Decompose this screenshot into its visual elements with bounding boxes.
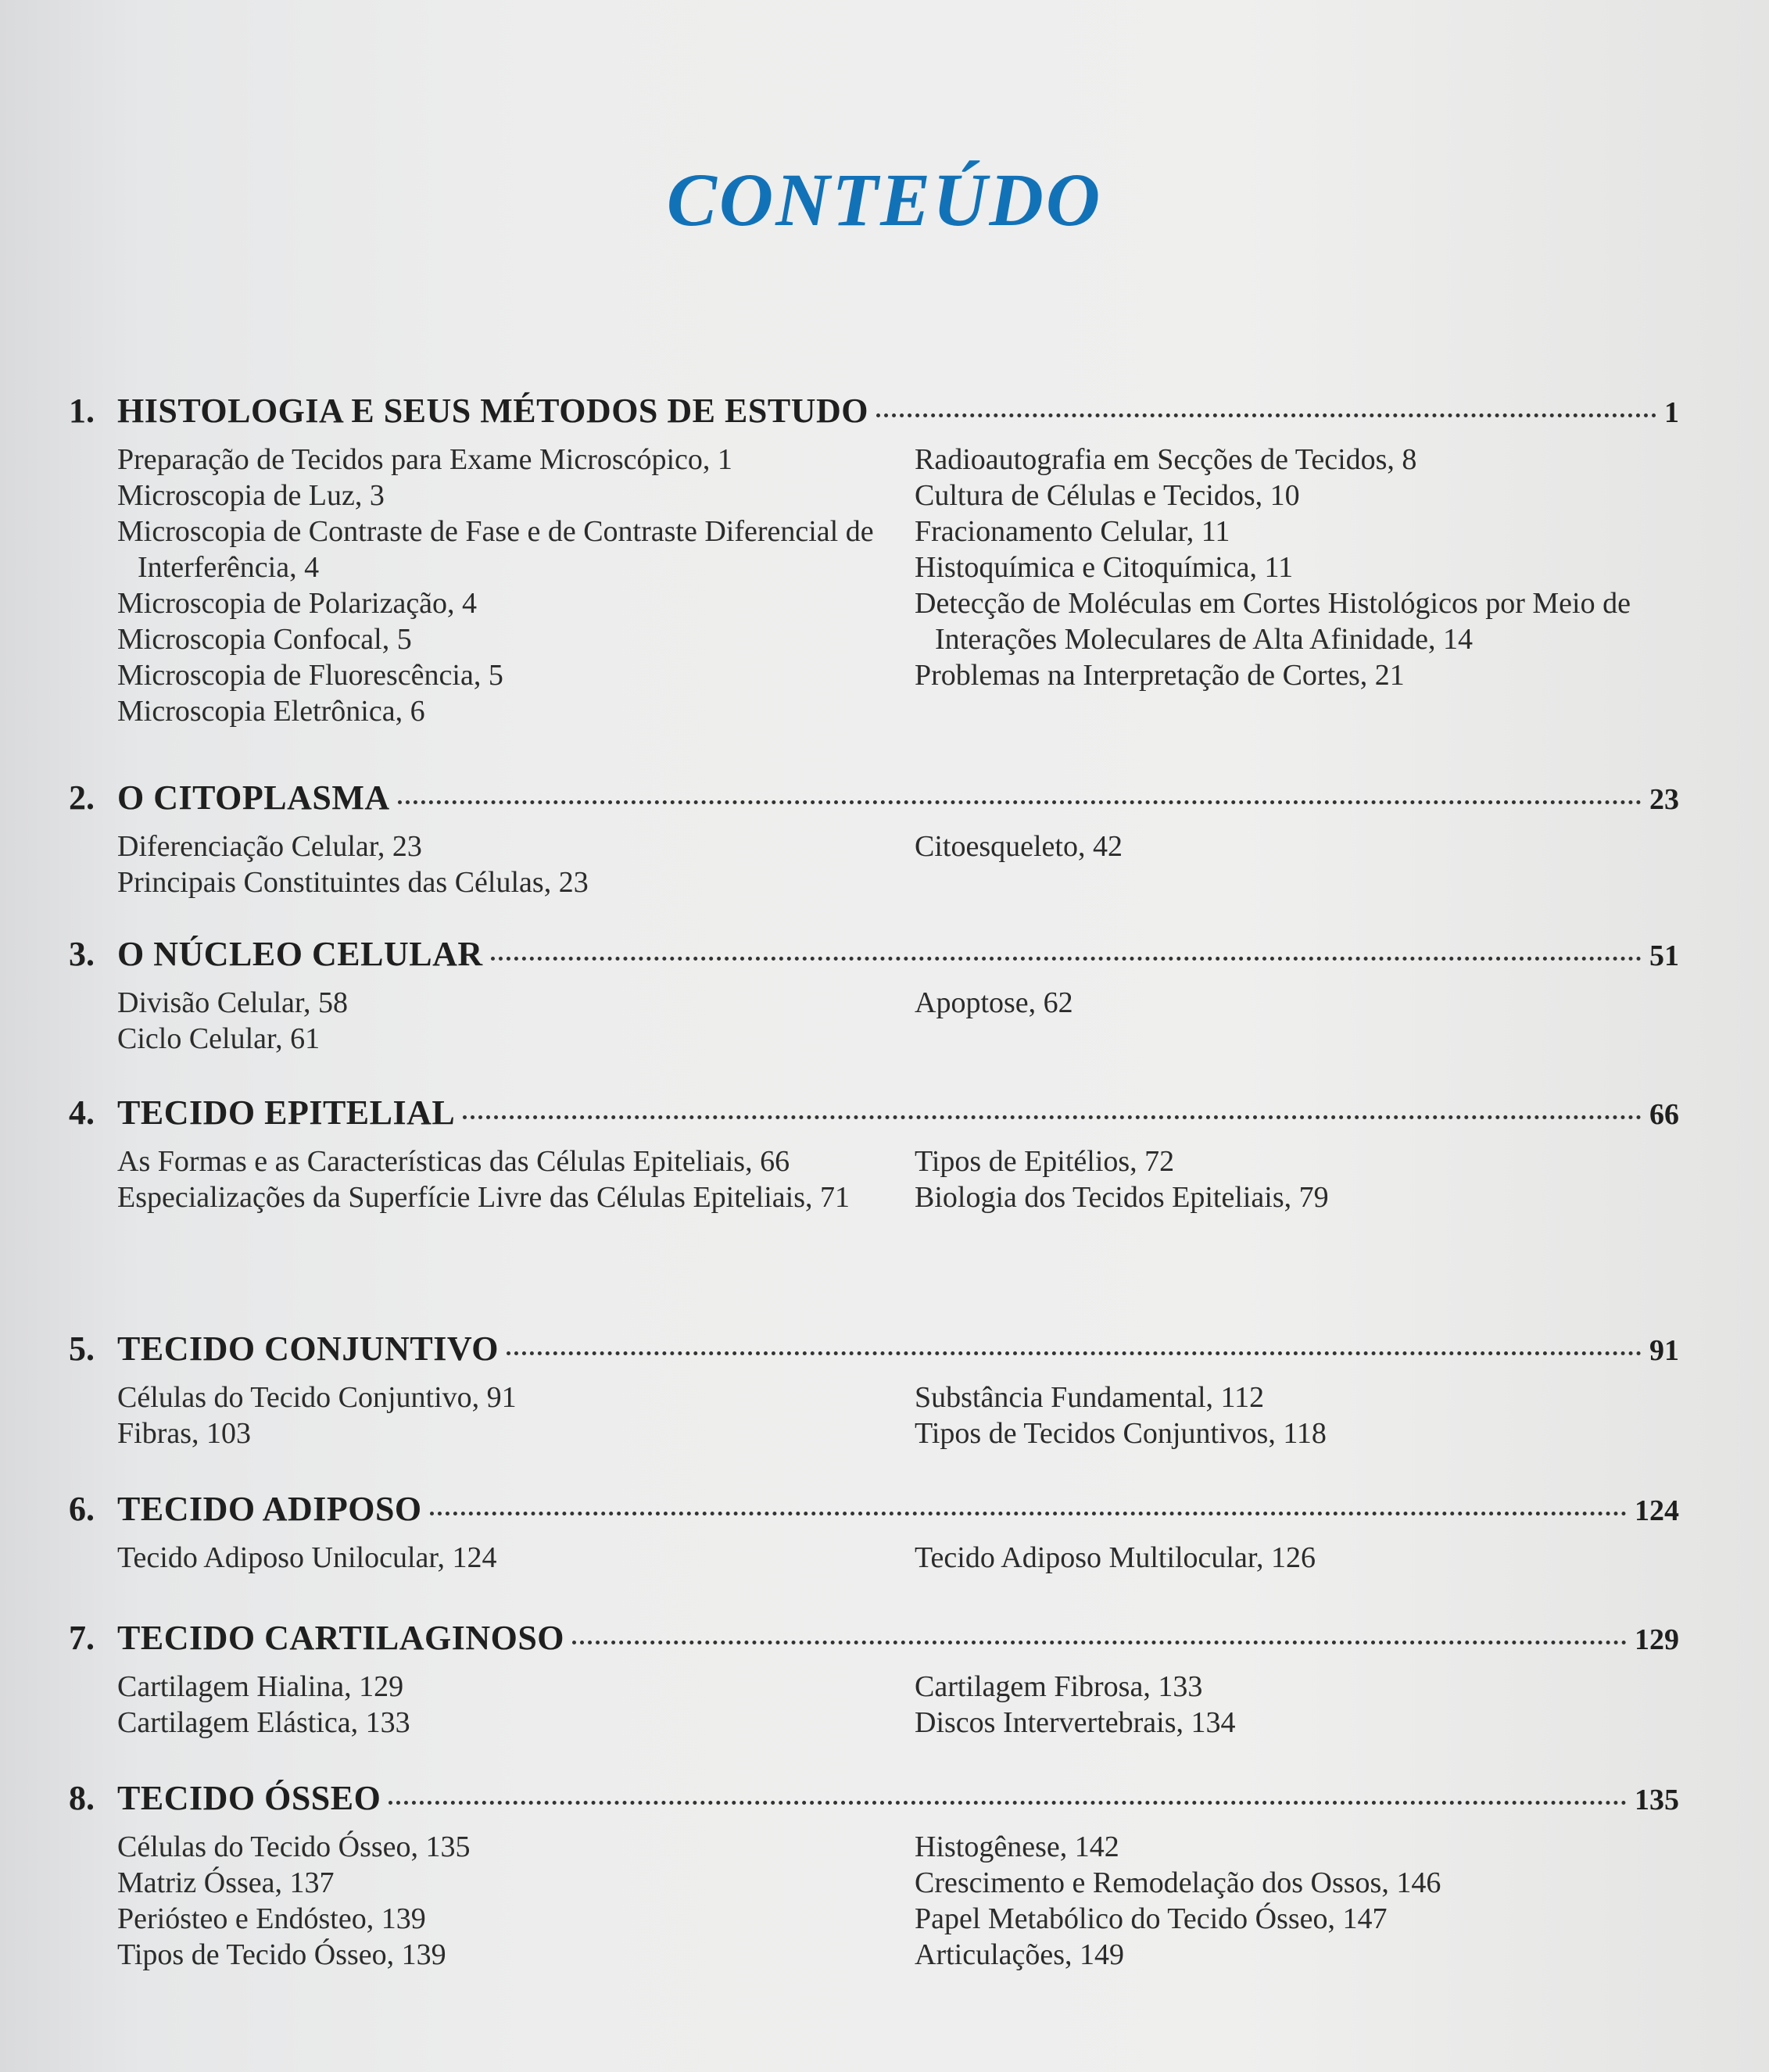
chapter-title: TECIDO CONJUNTIVO xyxy=(117,1329,500,1368)
chapter-number: 7. xyxy=(69,1619,95,1657)
topic-item[interactable]: Microscopia de Contraste de Fase e de Contraste Diferencial de Interferência, 4 xyxy=(117,515,874,584)
chapter-number: 5. xyxy=(69,1329,95,1368)
left-topics xyxy=(117,1380,915,1451)
chapter-7 xyxy=(69,1618,1679,1741)
dot-leader xyxy=(398,800,1642,804)
topic-item[interactable]: Tecido Adiposo Multilocular, 126 xyxy=(915,1541,1316,1574)
chapter-number: 8. xyxy=(69,1779,95,1817)
dot-leader xyxy=(463,1115,1642,1119)
left-topics xyxy=(117,442,915,729)
right-topics xyxy=(915,1540,1642,1576)
chapter-page: 1 xyxy=(1664,396,1679,429)
chapter-number: 1. xyxy=(69,392,95,430)
chapter-title: O NÚCLEO CELULAR xyxy=(117,935,483,973)
topic-item[interactable]: Células do Tecido Ósseo, 135 xyxy=(117,1830,471,1863)
chapter-heading[interactable] xyxy=(69,1093,1679,1133)
topic-item[interactable]: Especializações da Superfície Livre das Células Epiteliais, 71 xyxy=(117,1181,850,1214)
topic-item[interactable]: Radioautografia em Secções de Tecidos, 8 xyxy=(915,443,1417,476)
topic-item[interactable]: Divisão Celular, 58 xyxy=(117,986,349,1019)
right-topics xyxy=(915,1143,1642,1215)
topic-item[interactable]: Tipos de Epitélios, 72 xyxy=(915,1145,1175,1178)
chapter-number: 2. xyxy=(69,778,95,817)
topic-item[interactable]: Cartilagem Fibrosa, 133 xyxy=(915,1670,1203,1703)
dot-leader xyxy=(507,1351,1642,1355)
left-topics xyxy=(117,1143,915,1215)
chapter-page: 91 xyxy=(1649,1334,1679,1367)
page-title: CONTEÚDO xyxy=(666,158,1103,242)
topic-item[interactable]: Biologia dos Tecidos Epiteliais, 79 xyxy=(915,1181,1329,1214)
chapter-title: TECIDO ADIPOSO xyxy=(117,1490,422,1528)
chapter-heading[interactable] xyxy=(69,1618,1679,1658)
chapter-8 xyxy=(69,1778,1679,1973)
chapter-heading[interactable] xyxy=(69,778,1679,818)
topic-item[interactable]: Detecção de Moléculas em Cortes Histológicos por Meio de Interações Moleculares de Alta Afinidade, 14 xyxy=(915,587,1631,656)
chapter-title: TECIDO EPITELIAL xyxy=(117,1093,456,1132)
topic-item[interactable]: Microscopia Confocal, 5 xyxy=(117,623,412,656)
chapter-4 xyxy=(69,1093,1679,1215)
topic-item[interactable]: As Formas e as Características das Células Epiteliais, 66 xyxy=(117,1145,790,1178)
topic-item[interactable]: Preparação de Tecidos para Exame Microscópico, 1 xyxy=(117,443,732,476)
topic-item[interactable]: Microscopia Eletrônica, 6 xyxy=(117,695,425,728)
chapter-2 xyxy=(69,778,1679,900)
topic-item[interactable]: Crescimento e Remodelação dos Ossos, 146 xyxy=(915,1866,1441,1899)
right-topics xyxy=(915,442,1642,729)
topic-item[interactable]: Discos Intervertebrais, 134 xyxy=(915,1706,1236,1739)
chapter-title: TECIDO CARTILAGINOSO xyxy=(117,1619,565,1657)
chapter-number: 6. xyxy=(69,1490,95,1528)
dot-leader xyxy=(572,1641,1627,1644)
topic-item[interactable]: Fracionamento Celular, 11 xyxy=(915,515,1230,548)
chapter-title: TECIDO ÓSSEO xyxy=(117,1779,381,1817)
left-topics xyxy=(117,828,915,900)
chapter-heading[interactable] xyxy=(69,391,1679,431)
topic-item[interactable]: Matriz Óssea, 137 xyxy=(117,1866,335,1899)
topic-item[interactable]: Citoesqueleto, 42 xyxy=(915,830,1123,863)
topic-item[interactable]: Tecido Adiposo Unilocular, 124 xyxy=(117,1541,497,1574)
right-topics xyxy=(915,1829,1642,1973)
chapter-heading[interactable] xyxy=(69,1778,1679,1818)
chapter-page: 129 xyxy=(1635,1623,1679,1656)
topic-item[interactable]: Diferenciação Celular, 23 xyxy=(117,830,422,863)
right-topics xyxy=(915,1380,1642,1451)
topic-item[interactable]: Cultura de Células e Tecidos, 10 xyxy=(915,479,1300,512)
chapter-page: 23 xyxy=(1649,783,1679,816)
topic-item[interactable]: Articulações, 149 xyxy=(915,1938,1125,1971)
dot-leader xyxy=(876,413,1656,417)
topic-item[interactable]: Principais Constituintes das Células, 23 xyxy=(117,866,589,899)
left-topics xyxy=(117,1829,915,1973)
topic-item[interactable]: Histogênese, 142 xyxy=(915,1830,1119,1863)
topic-item[interactable]: Histoquímica e Citoquímica, 11 xyxy=(915,551,1294,584)
topic-item[interactable]: Periósteo e Endósteo, 139 xyxy=(117,1902,426,1935)
chapter-page: 124 xyxy=(1635,1494,1679,1527)
right-topics xyxy=(915,1669,1642,1741)
topic-item[interactable]: Microscopia de Fluorescência, 5 xyxy=(117,659,503,692)
topic-item[interactable]: Problemas na Interpretação de Cortes, 21 xyxy=(915,659,1405,692)
topic-item[interactable]: Ciclo Celular, 61 xyxy=(117,1022,320,1055)
chapter-heading[interactable] xyxy=(69,1329,1679,1369)
dot-leader xyxy=(389,1801,1627,1805)
left-topics xyxy=(117,1540,915,1576)
right-topics xyxy=(915,985,1642,1057)
chapter-5 xyxy=(69,1329,1679,1451)
chapter-heading[interactable] xyxy=(69,934,1679,974)
chapter-3 xyxy=(69,934,1679,1057)
chapter-page: 66 xyxy=(1649,1098,1679,1131)
chapter-1 xyxy=(69,391,1679,729)
topic-item[interactable]: Microscopia de Polarização, 4 xyxy=(117,587,478,620)
topic-item[interactable]: Cartilagem Hialina, 129 xyxy=(117,1670,404,1703)
topic-item[interactable]: Células do Tecido Conjuntivo, 91 xyxy=(117,1381,517,1414)
topic-item[interactable]: Tipos de Tecidos Conjuntivos, 118 xyxy=(915,1417,1327,1450)
topic-item[interactable]: Apoptose, 62 xyxy=(915,986,1073,1019)
topic-item[interactable]: Papel Metabólico do Tecido Ósseo, 147 xyxy=(915,1902,1388,1935)
chapter-title: HISTOLOGIA E SEUS MÉTODOS DE ESTUDO xyxy=(117,392,868,430)
chapter-heading[interactable] xyxy=(69,1489,1679,1529)
topic-item[interactable]: Microscopia de Luz, 3 xyxy=(117,479,385,512)
chapter-6 xyxy=(69,1489,1679,1576)
dot-leader xyxy=(430,1512,1627,1516)
chapter-number: 3. xyxy=(69,935,95,973)
chapter-page: 135 xyxy=(1635,1784,1679,1816)
topic-item[interactable]: Tipos de Tecido Ósseo, 139 xyxy=(117,1938,446,1971)
chapter-page: 51 xyxy=(1649,939,1679,972)
topic-item[interactable]: Fibras, 103 xyxy=(117,1417,251,1450)
topic-item[interactable]: Cartilagem Elástica, 133 xyxy=(117,1706,410,1739)
chapter-title: O CITOPLASMA xyxy=(117,778,390,817)
right-topics xyxy=(915,828,1642,900)
chapter-number: 4. xyxy=(69,1093,95,1132)
left-topics xyxy=(117,1669,915,1741)
left-topics xyxy=(117,985,915,1057)
topic-item[interactable]: Substância Fundamental, 112 xyxy=(915,1381,1265,1414)
dot-leader xyxy=(491,957,1642,961)
